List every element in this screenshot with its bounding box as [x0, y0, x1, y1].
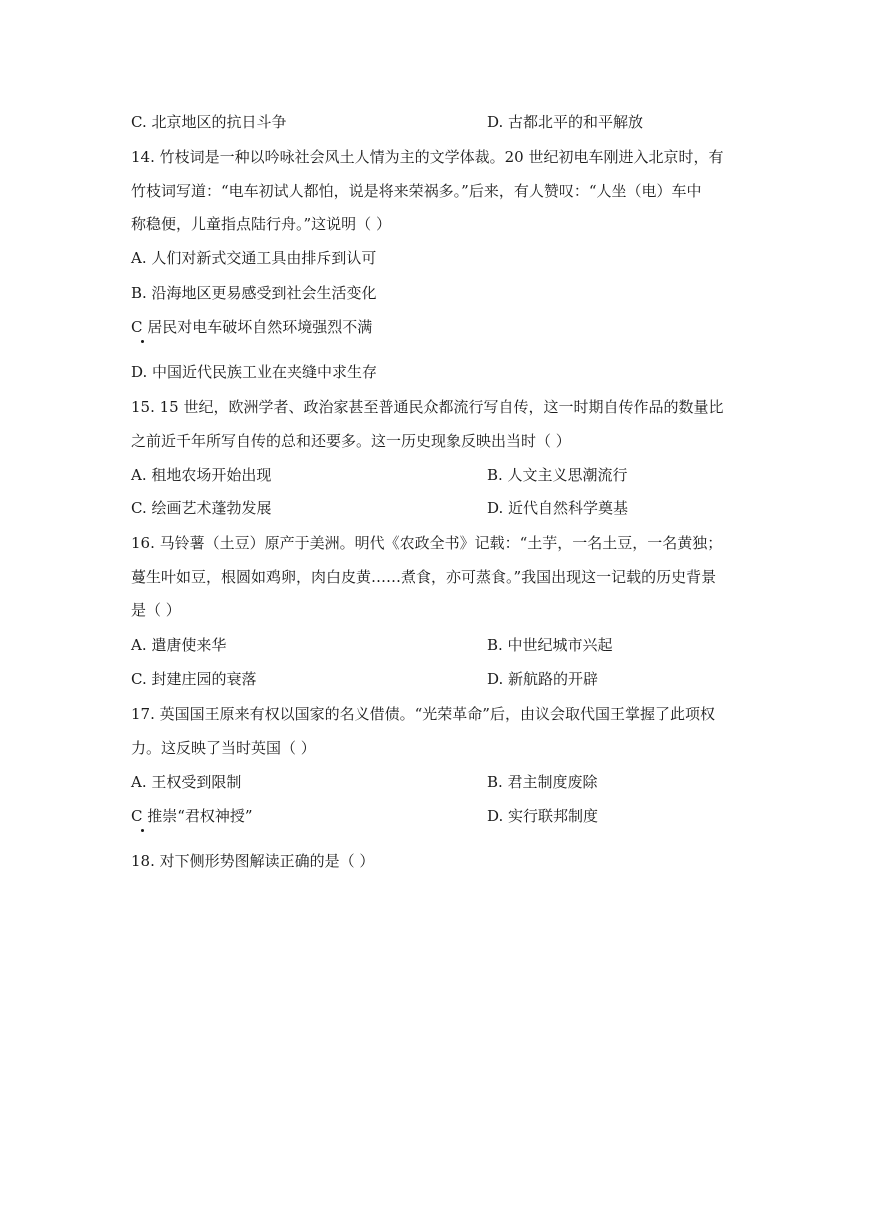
q17-option-a: A. 王权受到限制	[131, 773, 242, 791]
q14-option-b: B. 沿海地区更易感受到社会生活变化	[131, 284, 377, 302]
q14-stem-line-2: 竹枝词写道：“电车初试人都怕，说是将来荣祸多。”后来，有人赞叹：“人坐（电）车中	[131, 182, 702, 200]
q17-option-c-dot	[141, 829, 144, 832]
q16-option-d: D. 新航路的开辟	[487, 670, 599, 688]
q14-stem-line-1: 14. 竹枝词是一种以吟咏社会风土人情为主的文学体裁。20 世纪初电车刚进入北京时，有	[131, 148, 724, 166]
q17-stem-line-1: 17. 英国国王原来有权以国家的名义借债。“光荣革命”后，由议会取代国王掌握了此项权	[131, 705, 715, 723]
q15-stem-line-1: 15. 15 世纪，欧洲学者、政治家甚至普通民众都流行写自传，这一时期自传作品的数量比	[131, 398, 724, 416]
q13-option-c: C. 北京地区的抗日斗争	[131, 113, 287, 131]
q16-option-a: A. 遣唐使来华	[131, 636, 227, 654]
q16-stem-line-2: 蔓生叶如豆，根圆如鸡卵，肉白皮黄……煮食，亦可蒸食。”我国出现这一记载的历史背景	[131, 568, 717, 586]
q16-option-c: C. 封建庄园的衰落	[131, 670, 257, 688]
q17-stem-line-2: 力。这反映了当时英国（ ）	[131, 739, 316, 757]
q17-option-d: D. 实行联邦制度	[487, 807, 599, 825]
q15-option-b: B. 人文主义思潮流行	[487, 466, 628, 484]
q14-option-c: C 居民对电车破坏自然环境强烈不满	[131, 318, 373, 336]
q16-option-b: B. 中世纪城市兴起	[487, 636, 613, 654]
q15-option-a: A. 租地农场开始出现	[131, 466, 272, 484]
q16-stem-line-1: 16. 马铃薯（土豆）原产于美洲。明代《农政全书》记载：“土芋，一名土豆，一名黄独；	[131, 534, 723, 552]
q18-stem-line-1: 18. 对下侧形势图解读正确的是（ ）	[131, 852, 375, 870]
q17-option-c: C 推崇“君权神授”	[131, 807, 253, 825]
q14-option-a: A. 人们对新式交通工具由排斥到认可	[131, 249, 377, 267]
q14-option-c-dot	[141, 340, 144, 343]
q17-option-b: B. 君主制度废除	[487, 773, 598, 791]
q15-option-c: C. 绘画艺术蓬勃发展	[131, 499, 272, 517]
q16-stem-line-3: 是（ ）	[131, 601, 181, 619]
q14-stem-line-3: 称稳便，儿童指点陆行舟。”这说明（ ）	[131, 215, 391, 233]
q14-option-d: D. 中国近代民族工业在夹缝中求生存	[131, 363, 378, 381]
q15-stem-line-2: 之前近千年所写自传的总和还要多。这一历史现象反映出当时（ ）	[131, 432, 571, 450]
q15-option-d: D. 近代自然科学奠基	[487, 499, 629, 517]
q13-option-d: D. 古都北平的和平解放	[487, 113, 644, 131]
